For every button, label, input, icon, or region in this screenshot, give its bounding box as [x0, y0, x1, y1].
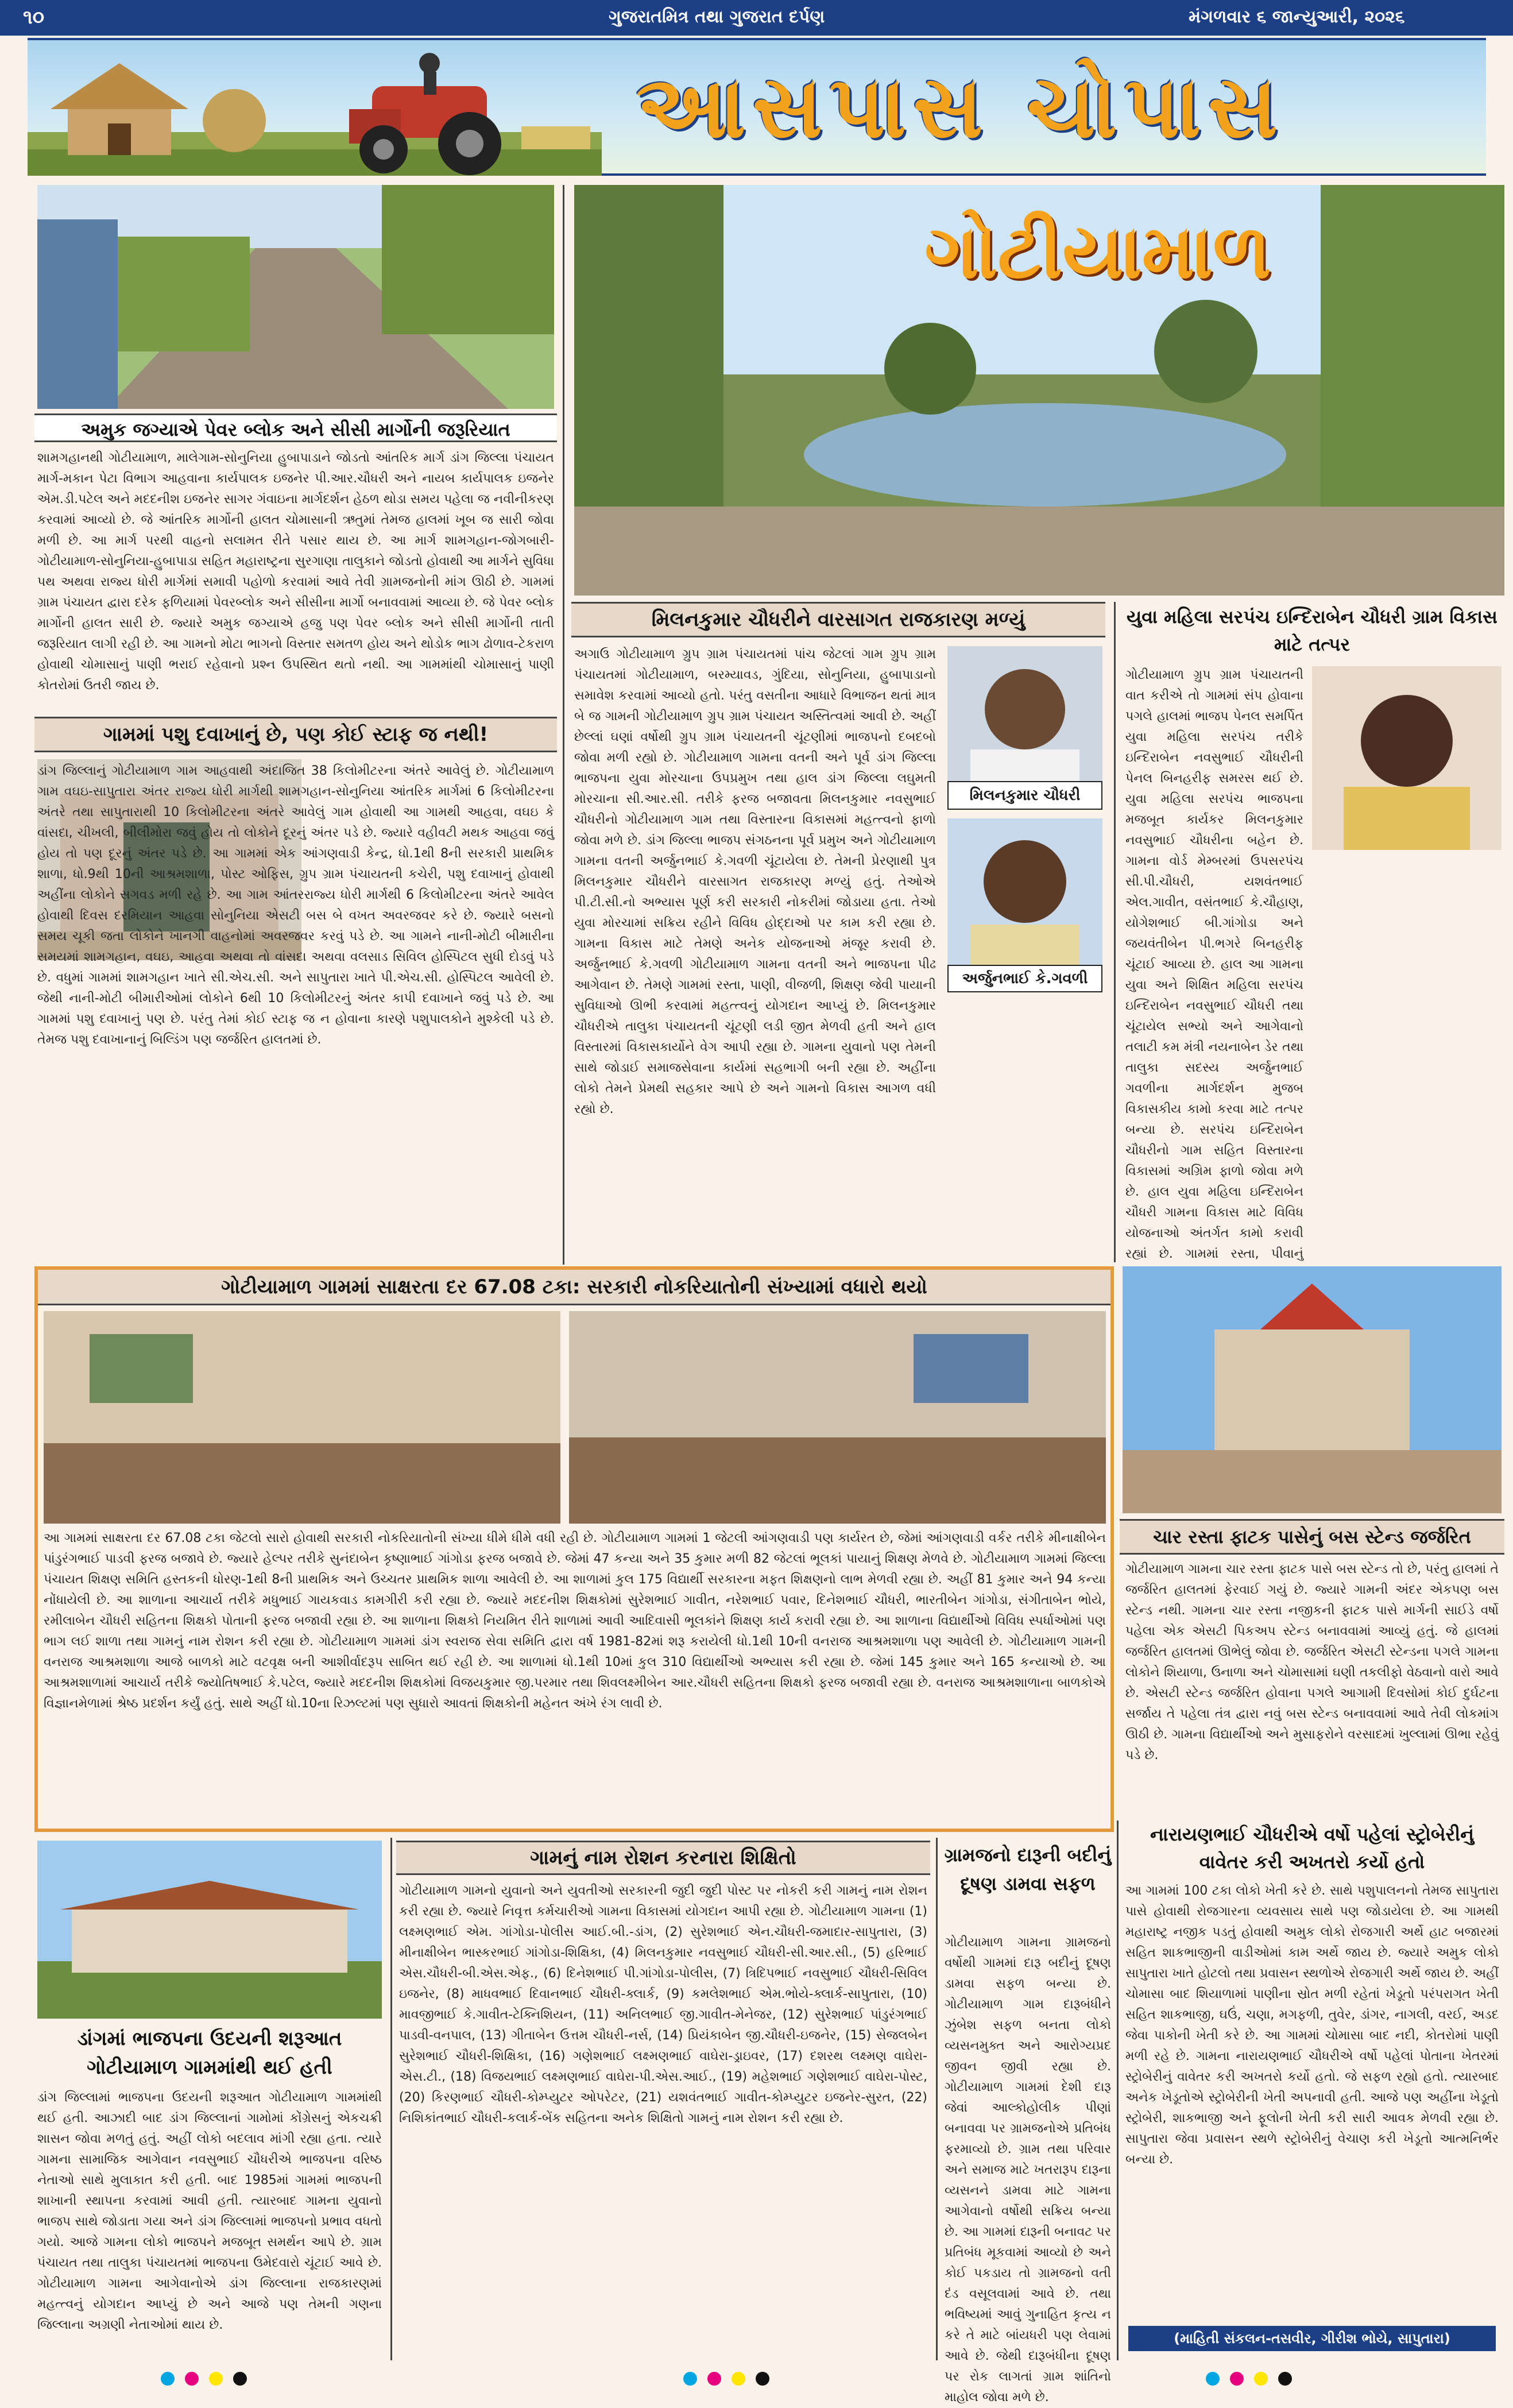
col-divider-2 [1114, 602, 1116, 1262]
vet-body: ડાંગ જિલ્લાનું ગોટીયામાળ ગામ આહવાથી અંદાજિત 38 કિલોમીટરના અંતરે આવેલું છે. ગોટીયામાળ ગામ વઘઇ-સાપુતારા અંતર રાજ્ય ધોરી માર્ગથી શામગહાન-સોનુનિયા આંતરિક માર્ગમાં 6 કિલોમીટરના અંતરે તથા સાપુતારાથી 10 કિલોમીટરના અંતરે આવેલું ગામ હોવાથી આ ગામથી આહવા, વઘઇ કે વાંસદા, ચીખલી, બીલીમોરા જવું હોય તો લોકોને દૂરનું અંતર પડે છે. જ્યારે વહીવટી મથક આહવા જવું હોય તો પણ દૂરનું અંતર પડે છે. આ ગામમાં એક આંગણવાડી કેન્દ્ર, ધો.1થી 8ની સરકારી પ્રાથમિક શાળા, ધો.9થી 10ની આશ્રમશાળા, પોસ્ટ ઓફિસ, ગ્રુપ ગ્રામ પંચાયતની કચેરી, પશુ દવાખાનું હોવાથી અહીંના લોકોને સગવડ મળી રહે છે. આ ગામ આંતરરાજ્ય ધોરી માર્ગથી 6 કિલોમીટરના અંતરે આવેલ હોવાથી દિવસ દરમિયાન આહવા સોનુનિયા એસટી બસ બે વખત અવરજવર કરે છે. જ્યારે બસનો સમય ચૂકી જતા લોકોને ખાનગી વાહનોમાં અવરજવર કરવું પડે છે. આ ગામને નાની-મોટી બીમારીના સમયમાં શામગહાન, વઘઇ, આહવા અથવા તો વાંસદા અથવા વલસાડ સિવિલ હોસ્પિટલ સુધી દોડવું પડે છે. વધુમાં ગામમાં શામગહાન ખાતે સી.એચ.સી. અને સાપુતારા ખાતે પી.એચ.સી. હોસ્પિટલ આવેલી છે. જેથી નાની-મોટી બીમારીઓમાં લોકોને 6થી 10 કિલોમીટરનું અંતર કાપી દવાખાને જવું પડે છે. આ ગામમાં પશુ દવાખાનું પણ છે. પરંતુ તેમાં કોઈ સ્ટાફ જ ન હોવાના કારણે પશુપાલકોને મુશ્કેલી પડે છે. તેમજ પશુ દવાખાનાનું બિલ્ડિંગ પણ જર્જરિત હાલતમાં છે. [37, 764, 554, 1047]
literacy-box [34, 1266, 1114, 1832]
col-divider-4 [936, 1838, 938, 2360]
temple-photo [1123, 1266, 1502, 1513]
politics-headline: મિલનકુમાર ચૌધરીને વારસાગત રાજકારણ મળ્યું [571, 602, 1105, 637]
history-body: ડાંગ જિલ્લામાં ભાજપના ઉદયની શરૂઆત ગોટીયામાળ ગામમાંથી થઈ હતી. આઝાદી બાદ ડાંગ જિલ્લાનાં ગામોમાં કોંગ્રેસનું એકચક્રી શાસન જોવા મળતું હતું. અહીં લોકો બદલાવ માંગી રહ્યા હતા. ત્યારે ગામના સામાજિક આગેવાન નવસુભાઈ ચૌધરીએ ભાજપના વરિષ્ઠ નેતાઓ સાથે મુલાકાત કરી હતી. બાદ 1985માં ગામમાં ભાજપની શાખાની સ્થાપના કરવામાં આવી હતી. ત્યારબાદ ગામના યુવાનો ભાજપ સાથે જોડાતા ગયા અને ડાંગ જિલ્લામાં ભાજપનો પ્રભાવ વધતો ગયો. આજે ગામના લોકો ભાજપને મજબૂત સમર્થન આપે છે. ગ્રામ પંચાયત તથા તાલુકા પંચાયતમાં ભાજપના ઉમેદવારો ચૂંટાઈ આવે છે. ગોટીયામાળ ગામના આગેવાનોએ ડાંગ જિલ્લાના રાજકારણમાં મહત્ત્વનું યોગદાન આપ્યું છે અને આજે પણ તેમની ગણના જિલ્લાના અગ્રણી નેતાઓમાં થાય છે. [37, 2090, 382, 2332]
sarpanch-headline: યુવા મહિલા સરપંચ ઇન્દિરાબેન ચૌધરી ગ્રામ વિકાસ માટે તત્પર [1127, 606, 1497, 655]
col-divider-1 [563, 185, 564, 1265]
teachers-headline: ગામનું નામ રોશન કરનારા શિક્ષિતો [396, 1841, 930, 1875]
classroom-photo-1 [44, 1311, 560, 1524]
roads-headline: અમુક જગ્યાએ પેવર બ્લોક અને સીસી માર્ગોની જરૂરિયાત [34, 413, 557, 442]
village-illustration [28, 40, 602, 176]
road-photo [37, 185, 554, 409]
temple-scene [1123, 1266, 1502, 1513]
sarpanch-photo [1312, 666, 1502, 850]
page-number: ૧૦ [23, 6, 45, 29]
bus-body: ગોટીયામાળ ગામના ચાર રસ્તા ફાટક પાસે બસ સ્ટેન્ડ તો છે, પરંતુ હાલમાં તે જર્જરિત હાલતમાં ફેરવાઈ ગયું છે. જ્યારે ગામની અંદર એકપણ બસ સ્ટેન્ડ નથી. ગામના ચાર રસ્તા નજીકની ફાટક પાસે માર્ગની સાઈડે વર્ષો પહેલા એક એસટી પિકઅપ સ્ટેન્ડ બનાવવામાં આવ્યું હતું. જે હાલમાં જર્જરિત હાલતમાં ઊભેલું જોવા છે. જર્જરિત એસટી સ્ટેન્ડના પગલે ગામના લોકોને શિયાળા, ઉનાળા અને ચોમાસામાં ઘણી તકલીફો વેઠવાનો વારો આવે છે. એસટી સ્ટેન્ડ જર્જરિત હોવાના પગલે આગામી દિવસોમાં કોઈ દુર્ઘટના સર્જાય તે પહેલા તંત્ર દ્વારા નવું બસ સ્ટેન્ડ બનાવવામાં આવે તેવી લોકમાંગ ઊઠી છે. ગામના વિદ્યાર્થીઓ અને મુસાફરોને વરસાદમાં ખુલ્લામાં ઊભા રહેવું પડે છે. [1125, 1562, 1499, 1762]
masthead [28, 38, 1486, 176]
col-divider-3 [390, 1838, 392, 2360]
school-building [37, 1841, 382, 2019]
history-headline: ડાંગમાં ભાજપના ઉદયની શરૂઆત ગોટીયામાળ ગામમાંથી થઈ હતી [77, 2027, 342, 2079]
classroom-photo-2 [569, 1311, 1106, 1524]
top-strip [0, 0, 1513, 36]
teachers-body: ગોટીયામાળ ગામનો યુવાનો અને યુવતીઓ સરકારની જુદી જુદી પોસ્ટ પર નોકરી કરી ગામનું નામ રોશન કરી રહ્યા છે. જ્યારે નિવૃત્ત કર્મચારીઓ ગામના વિકાસમાં યોગદાન આપી રહ્યા છે. ગોટીયામાળ ગામના (1) લક્ષ્મણભાઈ એમ. ગાંગોડા-પોલીસ આઈ.બી.-ડાંગ, (2) સુરેશભાઈ એન.ચૌધરી-જમાદાર-સાપુતારા, (3) મીનાક્ષીબેન ભાસ્કરભાઈ ગાંગોડા-શિક્ષિકા, (4) મિલનકુમાર નવસુભાઈ ચૌધરી-સી.આર.સી., (5) હરિભાઈ એસ.ચૌધરી-બી.એસ.એફ., (6) દિનેશભાઈ પી.ગાંગોડા-પોલીસ, (7) ત્રિદિપભાઈ નવસુભાઈ ચૌધરી-સિવિલ ઇજનેર, (8) માધવભાઈ દિવાનભાઈ ચૌધરી-ક્લાર્ક, (9) કમલેશભાઈ એમ.ભોયે-ક્લાર્ક-સાપુતારા, (10) માવજીભાઈ કે.ગાવીત-ટેક્નિશિયન, (11) અનિલભાઈ જી.ગાવીત-મેનેજર, (12) સુરેશભાઈ પાંડુરંગભાઈ પાડવી-વનપાલ, (13) ગીતાબેન ઉત્તમ ચૌધરી-નર્સ, (14) પ્રિયંકાબેન જી.ચૌધરી-ઇજનેર, (15) સેજલબેન સુરેશભાઈ ચૌધરી-શિક્ષિકા, (16) ગણેશભાઈ લક્ષ્મણભાઈ વાઘેરા-ડ્રાઇવર, (17) દશરથ લક્ષ્મણ વાઘેરા-એસ.ટી., (18) વિજયભાઈ લક્ષ્મણભાઈ વાઘેરા-પી.એસ.આઈ., (19) મહેશભાઈ ગણેશભાઈ વાઘેરા-પોસ્ટ, (20) કિરણભાઈ ચૌધરી-કોમ્પ્યુટર ઓપરેટર, (21) યશવંતભાઈ ગાવીત-કોમ્પ્યુટર ઇજનેર-સુરત, (22) નિશિકાંતભાઈ ચૌધરી-કલાર્ક-બેંક સહિતના અનેક શિક્ષિતો ગામનું નામ રોશન કરી રહ્યા છે. [399, 1884, 927, 2125]
narayan-credit: (માહિતી સંકલન-તસવીર, ગીરીશ ભોયે, સાપુતારા) [1128, 2326, 1496, 2351]
sarpanch-portrait [1312, 666, 1502, 850]
sarpanch-body: ગોટીયામાળ ગ્રુપ ગ્રામ પંચાયતની વાત કરીએ તો ગામમાં સંપ હોવાના પગલે હાલમાં ભાજપ પેનલ સમર્પિત યુવા મહિલા સરપંચ તરીકે ઇન્દિરાબેન નવસુભાઈ ચૌધરીની પેનલ બિનહરીફ સમરસ થઈ છે. યુવા મહિલા સરપંચ ભાજપના મજબૂત કાર્યકર મિલનકુમાર નવસુભાઈ ચૌધરીના બહેન છે. ગામના વોર્ડ મેમ્બરમાં ઉપસરપંચ સી.પી.ચૌધરી, યશવંતભાઈ એલ.ગાવીત, વસંતભાઈ કે.ચૌહાણ, યોગેશભાઈ બી.ગાંગોડા અને જયવંતીબેન પી.ભગરે બિનહરીફ ચૂંટાઈ આવ્યા છે. હાલ આ ગામના યુવા અને શિક્ષિત મહિલા સરપંચ ઇન્દિરાબેન નવસુભાઈ ચૌધરી તથા ચૂંટાયેલ સભ્યો અને આગેવાનો તલાટી કમ મંત્રી નયનાબેન ડેર તથા તાલુકા સદસ્ય અર્જુનભાઈ ગવળીના માર્ગદર્શન મુજબ વિકાસકીય કામો કરવા માટે તત્પર બન્યા છે. સરપંચ ઇન્દિરાબેન ચૌધરીનો ગામ સહિત વિસ્તારના વિકાસમાં અગ્રિમ ફાળો જોવા મળે છે. હાલ યુવા મહિલા ઇન્દિરાબેન ચૌધરી ગામના વિકાસ માટે વિવિધ યોજનાઓ અંતર્ગત કામો કરાવી રહ્યાં છે. ગામમાં રસ્તા, પીવાનું [1125, 668, 1303, 1261]
vet-headline: ગામમાં પશુ દવાખાનું છે, પણ કોઈ સ્ટાફ જ નથી! [34, 717, 557, 752]
bus-headline: ચાર રસ્તા ફાટક પાસેનું બસ સ્ટેન્ડ જર્જરિત [1120, 1519, 1504, 1555]
addiction-headline: ગ્રામજનો દારૂની બદીનું દૂષણ ડામવા સફળ [944, 1844, 1112, 1895]
roads-body: શામગહાનથી ગોટીયામાળ, માલેગામ-સોનુનિયા હુબાપાડાને જોડતો આંતરિક માર્ગ ડાંગ જિલ્લા પંચાયત માર્ગ-મકાન પેટા વિભાગ આહવાના કાર્યપાલક ઇજનેર પી.આર.ચૌધરી અને નાયબ કાર્યપાલક ઇજનેર એમ.ડી.પટેલ અને મદદનીશ ઇજનેર સાગર ગંવાઇના માર્ગદર્શન હેઠળ થોડા સમય પહેલા જ નવીનીકરણ કરવામાં આવ્યો છે. જે આંતરિક માર્ગોની હાલત ચોમાસાની ઋતુમાં તેમજ હાલમાં ખૂબ જ સારી જોવા મળી છે. આ માર્ગ પરથી વાહનો સલામત રીતે પસાર થાય છે. આ માર્ગ શામગહાન-જોગબારી-ગોટીયામાળ-સોનુનિયા-હુબાપાડા સહિત મહારાષ્ટ્રના સુરગાણા તાલુકાને જોડતો હોવાથી આ માર્ગને સુવિધા પથ અથવા રાજ્ય ધોરી માર્ગમાં સમાવી પહોળો કરવામાં આવે તેવી ગ્રામજનોની માંગ ઊઠી છે. ગામમાં ગ્રામ પંચાયત દ્વારા દરેક ફળિયામાં પેવરબ્લોક અને સીસીના માર્ગો બનાવવામાં આવ્યા છે. જે પેવર બ્લોક માર્ગોની હાલત સારી છે. જ્યારે અમુક જગ્યાએ હજુ પણ પેવર બ્લોક અને સીસી માર્ગોની તાતી જરૂરિયાત લાગી રહી છે. આ ગામનો મોટા ભાગનો વિસ્તાર સમતળ હોય અને થોડોક ભાગ ઢોળાવ-ટેકરાળ હોવાથી ચોમાસાનું પાણી ભરાઈ રહેવાનો પ્રશ્ન ઉપસ્થિત થતો નથી. આ ગામમાંથી ચોમાસાનું પાણી કોતરોમાં ઉતરી જાય છે. [37, 451, 554, 693]
classroom-scene-1 [44, 1311, 560, 1524]
main-photo [574, 185, 1504, 596]
publication-name: ગુજરાતમિત્ર તથા ગુજરાત દર્પણ [609, 7, 825, 27]
literacy-headline: ગોટીયામાળ ગામમાં સાક્ષરતા દર 67.08 ટકા: સરકારી નોકરિયાતોની સંખ્યામાં વધારો થયો [38, 1270, 1110, 1305]
registration-marks-mid [683, 2372, 769, 2386]
col-divider-5 [1117, 1821, 1119, 2360]
narayan-body: આ ગામમાં 100 ટકા લોકો ખેતી કરે છે. સાથે પશુપાલનનો તેમજ સાપુતારા પાસે હોવાથી રોજગારના વ્યવસાય સાથે પણ જોડાયેલા છે. આ ગામથી મહારાષ્ટ્ર નજીક પડતું હોવાથી અમુક લોકો રોજગારી અર્થે હાટ બજારમાં સહિત શાકભાજીની વાડીઓમાં કામ અર્થે જાય છે. જ્યારે અમુક લોકો સાપુતારા ખાતે હોટલો તથા પ્રવાસન સ્થળોએ રોજગારી અર્થે જાય છે. અહીં ચોમાસા બાદ શિયાળામાં પાણીના સ્રોત મળી રહેતાં ખેડૂતો પરંપરાગત ખેતી સહિત શાકભાજી, ઘઉં, ચણા, મગફળી, તુવેર, ડાંગર, નાગલી, વરઈ, અડદ જેવા પાકોની ખેતી કરે છે. આ ગામમાં ચોમાસા બાદ નદી, કોતરોમાં પાણી મળી રહે છે. ગામના નારાયણભાઈ ચૌધરીએ વર્ષો પહેલાં પોતાના ખેતરમાં સ્ટ્રોબેરીનું વાવેતર કરી અખતરો કર્યો હતો. જે સફળ રહ્યો હતો. ત્યારબાદ અનેક ખેડૂતોએ સ્ટ્રોબેરીની ખેતી અપનાવી હતી. આજે પણ અહીંના ખેડૂતો સ્ટ્રોબેરી, શાકભાજી અને ફૂલોની ખેતી કરી સારી આવક મેળવી રહ્યા છે. સાપુતારા જેવા પ્રવાસન સ્થળે સ્ટ્રોબેરીનું વેચાણ કરી ખેડૂતો આત્મનિર્ભર બન્યા છે. [1125, 1884, 1499, 2167]
classroom-scene-2 [569, 1311, 1106, 1524]
masthead-title: આસપાસ ચોપાસ [636, 57, 1285, 157]
narayan-headline: નારાયણભાઈ ચૌધરીએ વર્ષો પહેલાં સ્ટ્રોબેરીનું વાવેતર કરી અખતરો કર્યો હતો [1150, 1823, 1475, 1873]
registration-marks-right [1206, 2372, 1292, 2386]
main-photo-title: ગોટીયામાળ [924, 208, 1271, 295]
literacy-body: આ ગામમાં સાક્ષરતા દર 67.08 ટકા જેટલો સારો હોવાથી સરકારી નોકરિયાતોની સંખ્યા ધીમે ધીમે વધી રહી છે. ગોટીયામાળ ગામમાં 1 જેટલી આંગણવાડી પણ કાર્યરત છે, જેમાં આંગણવાડી વર્કર તરીકે મીનાક્ષીબેન પાંડુરંગભાઈ પાડવી ફરજ બજાવે છે. જ્યારે હેલ્પર તરીકે સુનંદાબેન કૃષ્ણાભાઈ ગાંગોડા ફરજ બજાવે છે. જેમાં 47 કન્યા અને 35 કુમાર મળી 82 જેટલાં ભૂલકાં પાયાનું શિક્ષણ મેળવે છે. ગોટીયામાળ ગામમાં જિલ્લા પંચાયત શિક્ષણ સમિતિ હસ્તકની ધોરણ-1થી 8ની પ્રાથમિક અને ઉચ્ચતર પ્રાથમિક શાળા આવેલી છે. આ શાળામાં કુલ 175 વિદ્યાર્થી સરકારના મફત શિક્ષણનો લાભ મેળવી રહ્યા છે. અહીં 81 કુમાર અને 94 કન્યા નોંધાયેલી છે. આ શાળાના આચાર્ય તરીકે મધુભાઈ ગાયકવાડ કામગીરી કરી રહ્યા છે. જ્યારે મદદનીશ શિક્ષકોમાં સુરેશભાઈ ગાવીત, નરેશભાઈ પવાર, દિનેશભાઈ ચૌધરી, ભારતીબેન ગાંગોડા, સંગીતાબેન ભોયે, રમીલાબેન ચૌધરી સહિતના શિક્ષકો પોતાની ફરજ બજાવી રહ્યા છે. આ શાળાના શિક્ષકો નિયમિત રીતે શાળામાં આવી આદિવાસી ભૂલકાંને શિક્ષણ કાર્ય કરાવી રહ્યા છે. આ શાળાના વિદ્યાર્થીઓ વિવિધ સ્પર્ધાઓમાં પણ ભાગ લઈ શાળા તથા ગામનું નામ રોશન કરી રહ્યા છે. ગોટીયામાળ ગામમાં ડાંગ સ્વરાજ સેવા સમિતિ દ્વારા વર્ષ 1981-82માં શરૂ કરાયેલી ધો.1થી 10ની વનરાજ આશ્રમશાળા પણ આવેલી છે. ગોટીયામાળ ગામની વનરાજ આશ્રમશાળા આજે બાળકો માટે વટવૃક્ષ બની આશીર્વાદરૂપ સાબિત થઈ રહી છે. આ શાળામાં ધો.1થી 10માં કુલ 310 વિદ્યાર્થીઓ અભ્યાસ કરી રહ્યા છે. જેમાં 145 કુમાર અને 165 કન્યાઓ છે. આ આશ્રમશાળામાં આચાર્ય તરીકે જ્યોતિષભાઈ કે.પટેલ, જ્યારે મદદનીશ શિક્ષકોમાં વિજયકુમાર જી.પરમાર તથા શિવલક્ષ્મીબેન આર.ચૌધરી સહિતના શિક્ષકો ફરજ બજાવી રહ્યા છે. વનરાજ આશ્રમશાળાના બાળકોએ વિજ્ઞાનમેળામાં શ્રેષ્ઠ પ્રદર્શન કર્યું હતું. સાથે અહીં ધો.10ના રિઝલ્ટમાં પણ સુધારો આવતાં શિક્ષકોની મહેનત અંખે રંગ લાવી છે. [44, 1531, 1106, 1711]
addiction-body: ગોટીયામાળ ગામના ગ્રામજનો વર્ષોથી ગામમાં દારૂ બદીનું દૂષણ ડામવા સફળ બન્યા છે. ગોટીયામાળ ગામ દારૂબંધીને ઝુંબેશ સફળ બનતા લોકો વ્યસનમુક્ત અને આરોગ્યપ્રદ જીવન જીવી રહ્યા છે. ગોટીયામાળ ગામમાં દેશી દારૂ જેવાં આલ્કોહોલીક પીણાં બનાવવા પર ગ્રામજનોએ પ્રતિબંધ ફરમાવ્યો છે. ગ્રામ તથા પરિવાર અને સમાજ માટે ખતરારૂપ દારૂના વ્યસનને ડામવા માટે ગામના આગેવાનો વર્ષોથી સક્રિય બન્યા છે. આ ગામમાં દારૂની બનાવટ પર પ્રતિબંધ મૂકવામાં આવ્યો છે અને કોઈ પકડાય તો ગ્રામજનો વતી દંડ વસૂલવામાં આવે છે. તથા ભવિષ્યમાં આવું ગુનાહિત કૃત્ય ન કરે તે માટે બાંયધરી પણ લેવામાં આવે છે. જેથી દારૂબંધીના દૂષણ પર રોક લાગતાં ગ્રામ શાંતિનો માહોલ જોવા મળે છે. [945, 1935, 1111, 2405]
arjun-caption: અર્જુનભાઈ કે.ગવળી [947, 965, 1102, 992]
school-photo [37, 1841, 382, 2019]
registration-marks-left [161, 2372, 247, 2386]
issue-date: મંગળવાર ૬ જાન્યુઆરી, ૨૦૨૬ [1189, 7, 1405, 27]
milan-caption: મિલનકુમાર ચૌધરી [947, 781, 1102, 810]
road-scene [37, 185, 554, 409]
politics-body: અગાઉ ગોટીયામાળ ગ્રુપ ગ્રામ પંચાયતમાં પાંચ જેટલાં ગામ ગ્રુપ ગ્રામ પંચાયતમાં ગોટીયામાળ, બરમ્યાવડ, ગુંદિયા, સોનુનિયા, હુબાપાડાનો સમાવેશ કરવામાં આવ્યો હતો. પરંતુ વસતીના આધારે વિભાજન થતાં માત્ર બે જ ગામની ગોટીયામાળ ગ્રુપ ગ્રામ પંચાયત અસ્તિત્વમાં આવી છે. અહીં છેલ્લાં ઘણાં વર્ષોથી ગ્રુપ ગ્રામ પંચાયતની ચૂંટણીમાં ભાજપનો દબદબો જોવા મળી રહ્યો છે. ગોટીયામાળ ગામના વતની અને પૂર્વ ડાંગ જિલ્લા ભાજપના યુવા મોરચાના ઉપપ્રમુખ તથા હાલ ડાંગ જિલ્લા લઘુમતી મોરચાના સી.આર.સી. તરીકે ફરજ બજાવતા મિલનકુમાર નવસુભાઈ ચૌધરીનો ગોટીયામાળ ગામ તથા વિસ્તારના વિકાસમાં મહત્ત્વનો ફાળો જોવા મળે છે. ડાંગ જિલ્લા ભાજપ સંગઠનના પૂર્વ પ્રમુખ અને ગોટીયામાળ ગામના વતની અર્જુનભાઈ કે.ગવળી ચૂંટાયેલા છે. તેમની પ્રેરણાથી પુત્ર મિલનકુમાર ચૌધરીને વારસાગત રાજકારણ મળ્યું હતું. તેઓએ પી.ટી.સી.નો અભ્યાસ પૂર્ણ કરી સરકારી નોકરીમાં જોડાયા હતા. તેઓ યુવા મોરચામાં સક્રિય રહીને વિવિધ હોદ્દાઓ પર કામ કરી રહ્યા છે. ગામના વિકાસ માટે તેમણે અનેક યોજનાઓ મંજૂર કરાવી છે. અર્જુનભાઈ કે.ગવળી ગોટીયામાળ ગામના વતની અને ભાજપના પીઢ આગેવાન છે. તેમણે ગામમાં રસ્તા, પાણી, વીજળી, શિક્ષણ જેવી પાયાની સુવિધાઓ ઊભી કરવામાં મહત્ત્વનું યોગદાન આપ્યું છે. મિલનકુમાર ચૌધરીએ તાલુકા પંચાયતની ચૂંટણી લડી જીત મેળવી હતી અને હાલ વિસ્તારમાં વિકાસકાર્યોને વેગ આપી રહ્યા છે. ગામના યુવાનો પણ તેમની સાથે જોડાઈ સમાજસેવાના કાર્યમાં સહભાગી બની રહ્યા છે. અહીંના લોકો તેમને પ્રેમથી સહકાર આપે છે અને ગામનો વિકાસ આગળ વધી રહ્યો છે. [574, 647, 936, 1116]
